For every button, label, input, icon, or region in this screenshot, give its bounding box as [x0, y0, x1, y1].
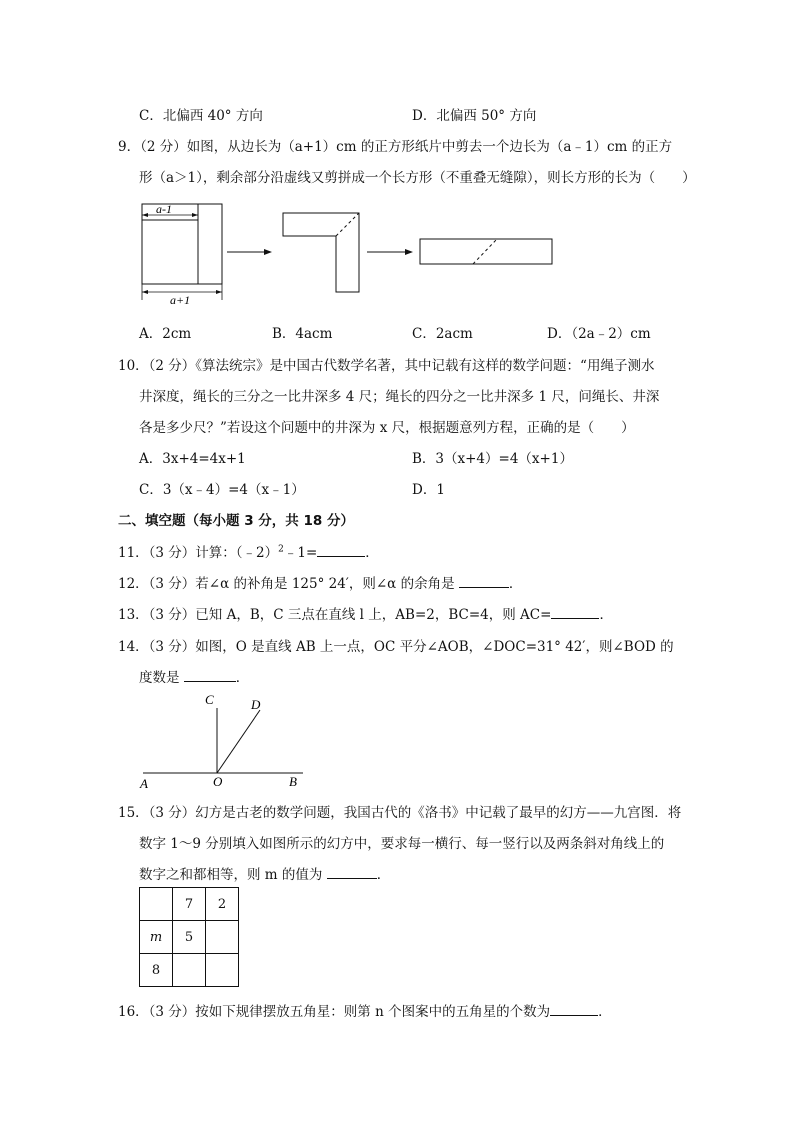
- q10-option-c: C．3（x﹣4）=4（x﹣1）: [139, 482, 305, 498]
- grid-cell: [140, 888, 173, 921]
- q16-answer-blank[interactable]: [550, 1003, 598, 1016]
- arrow-icon: [264, 249, 272, 255]
- q10-stem-line3: 各是多少尺？”若设这个问题中的井深为 x 尺，根据题意列方程，正确的是（ ）: [139, 420, 635, 436]
- q12-end: ．: [508, 576, 523, 592]
- grid-row: [140, 921, 239, 954]
- q14-answer-blank[interactable]: [184, 669, 236, 682]
- q9-option-d: D．（2a﹣2）cm: [547, 326, 651, 342]
- grid-cell: 7: [173, 888, 206, 921]
- q11-exponent: 2: [278, 544, 284, 555]
- q8-option-d: D．北偏西 50° 方向: [412, 108, 537, 124]
- grid-cell: [206, 954, 239, 987]
- grid-cell: 5: [173, 921, 206, 954]
- result-rectangle: [420, 239, 552, 264]
- q9-stem-line1: 9．（2 分）如图，从边长为（a+1）cm 的正方形纸片中剪去一个边长为（a﹣1）cm 的正方: [118, 139, 673, 155]
- grid-cell: [173, 954, 206, 987]
- q12: [118, 572, 522, 592]
- q14-stem-line2-wrap: [139, 666, 249, 686]
- q9-option-b: B．4acm: [272, 326, 333, 342]
- l-shape: [283, 213, 359, 292]
- ray-od: [217, 710, 260, 773]
- label-a-minus-1: a-1: [156, 202, 172, 216]
- q11-end: ．: [365, 545, 379, 561]
- label-b: B: [289, 774, 297, 789]
- q11-text: 11．（3 分）计算：（﹣2）: [118, 545, 279, 561]
- q16: [118, 1000, 612, 1020]
- cut-square: [142, 220, 198, 284]
- q15-stem-line2: 数字 1～9 分别填入如图所示的幻方中，要求每一横行、每一竖行以及两条斜对角线上的: [139, 836, 665, 852]
- q12-text: 12．（3 分）若∠α 的补角是 125° 24′，则∠α 的余角是: [118, 576, 455, 592]
- grid-cell: 2: [206, 888, 239, 921]
- grid-cell: m: [140, 921, 173, 954]
- label-a: A: [140, 776, 148, 790]
- q14-figure: [135, 690, 315, 790]
- label-c: C: [205, 692, 214, 707]
- q15-answer-blank[interactable]: [327, 866, 377, 879]
- label-a-plus-1: a+1: [170, 293, 191, 307]
- q13: [118, 603, 613, 623]
- grid-row: [140, 888, 239, 921]
- q16-text: 16．（3 分）按如下规律摆放五角星：则第 n 个图案中的五角星的个数为: [118, 1004, 551, 1020]
- q16-end: ．: [598, 1004, 612, 1020]
- q12-answer-blank[interactable]: [459, 575, 509, 588]
- q15-stem-line3: 数字之和都相等，则 m 的值为: [139, 867, 323, 883]
- section-heading: 二、填空题（每小题 3 分，共 18 分）: [118, 513, 354, 529]
- q15-stem-line1: 15．（3 分）幻方是古老的数学问题，我国古代的《洛书》中记载了最早的幻方——九宫图．将: [118, 805, 682, 821]
- grid-cell: [206, 921, 239, 954]
- grid-cell: 8: [140, 954, 173, 987]
- q11-answer-blank[interactable]: [317, 544, 365, 557]
- q13-text: 13．（3 分）已知 A，B，C 三点在直线 l 上，AB=2，BC=4，则 AC=: [118, 607, 552, 623]
- arrow-icon: [405, 249, 413, 255]
- q13-end: ．: [599, 607, 613, 623]
- q8-option-c: C．北偏西 40° 方向: [139, 108, 263, 124]
- q14-stem-line1: 14．（3 分）如图，O 是直线 AB 上一点，OC 平分∠AOB，∠DOC=31° 42′，则∠BOD 的: [118, 639, 674, 655]
- label-o: O: [213, 774, 223, 789]
- q10-option-a: A．3x+4=4x+1: [139, 451, 246, 467]
- label-d: D: [251, 697, 261, 712]
- q9-figure: [130, 196, 570, 308]
- q15-end: ．: [376, 867, 391, 883]
- q10-option-d: D．1: [412, 482, 445, 498]
- q9-option-a: A．2cm: [139, 326, 192, 342]
- q13-answer-blank[interactable]: [551, 606, 599, 619]
- big-square: [142, 204, 222, 284]
- q9-stem-line2: 形（a＞1），剩余部分沿虚线又剪拼成一个长方形（不重叠无缝隙），则长方形的长为（ ）: [139, 170, 696, 186]
- q9-option-c: C．2acm: [412, 326, 473, 342]
- q11-rest: ﹣1=: [283, 545, 318, 561]
- q10-option-b: B．3（x+4）=4（x+1）: [412, 451, 573, 467]
- q14-end: ．: [235, 670, 250, 686]
- grid-row: [140, 954, 239, 987]
- magic-square-grid: [139, 887, 239, 987]
- q15-stem-line3-wrap: [139, 863, 390, 883]
- q10-stem-line1: 10．（2 分）《算法统宗》是中国古代数学名著，其中记载有这样的数学问题：“用绳子测水: [118, 358, 655, 374]
- q11: [118, 541, 379, 561]
- q14-stem-line2: 度数是: [139, 670, 180, 686]
- q10-stem-line2: 井深度，绳长的三分之一比井深多 4 尺；绳长的四分之一比井深多 1 尺，问绳长、井深: [139, 389, 660, 405]
